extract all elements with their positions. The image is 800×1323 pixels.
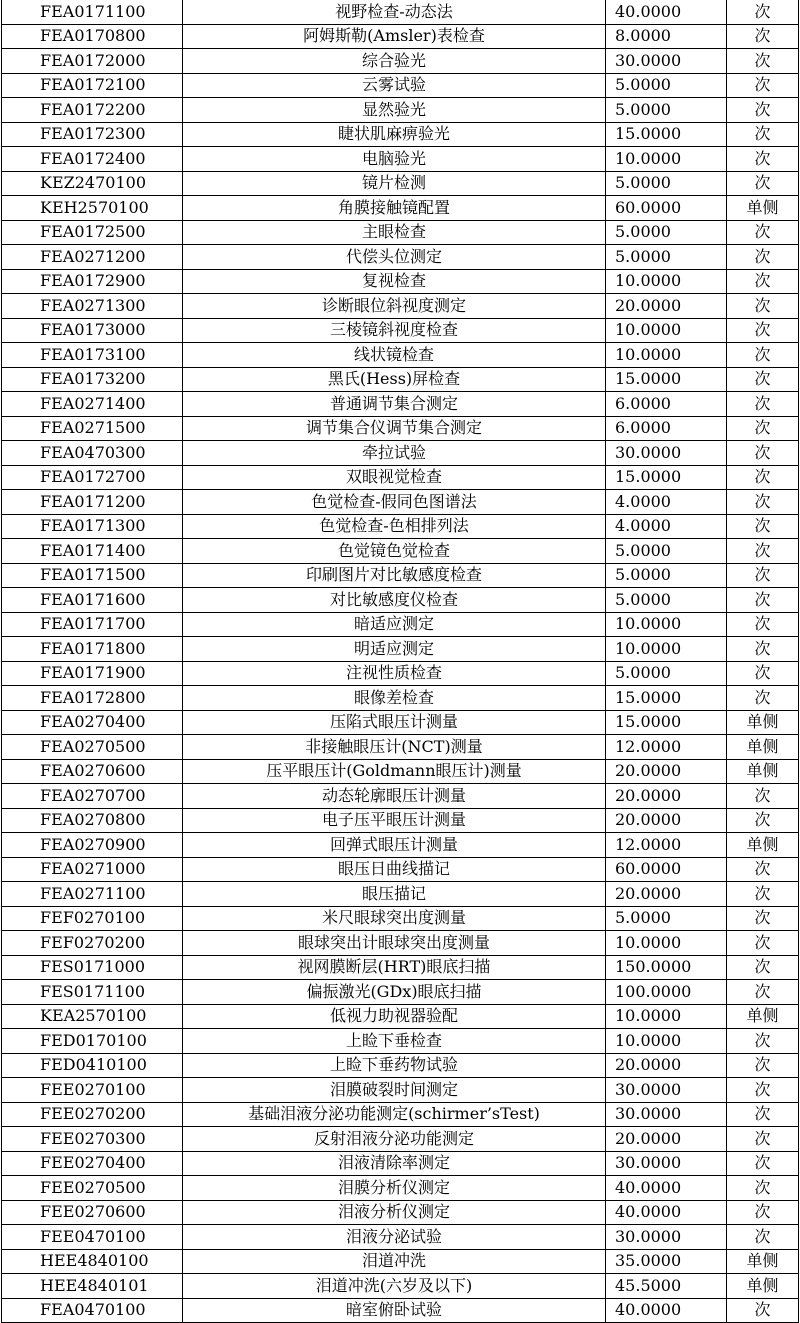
item-code-cell: FEA0270400 — [2, 710, 183, 735]
item-unit-cell: 次 — [727, 637, 799, 662]
item-price-cell: 15.0000 — [606, 122, 727, 147]
item-price-cell: 40.0000 — [606, 1176, 727, 1201]
item-code-cell: FEA0470300 — [2, 441, 183, 466]
table-row — [2, 0, 799, 24]
table-row — [2, 1274, 799, 1299]
item-code-cell: FEA0171500 — [2, 563, 183, 588]
item-name-cell: 诊断眼位斜视度测定 — [183, 294, 606, 319]
item-code-cell: FEA0270700 — [2, 784, 183, 809]
item-code-cell: FEA0172700 — [2, 465, 183, 490]
item-unit-cell: 次 — [727, 882, 799, 907]
item-code-cell: FEF0270100 — [2, 906, 183, 931]
table-row — [2, 441, 799, 466]
table-row — [2, 147, 799, 172]
table-row — [2, 1176, 799, 1201]
item-code-cell: FEA0171300 — [2, 514, 183, 539]
item-name-cell: 双眼视觉检查 — [183, 465, 606, 490]
item-price-cell: 5.0000 — [606, 661, 727, 686]
item-unit-cell: 次 — [727, 612, 799, 637]
item-unit-cell: 次 — [727, 490, 799, 515]
item-name-cell: 回弹式眼压计测量 — [183, 833, 606, 858]
item-unit-cell: 次 — [727, 245, 799, 270]
item-price-cell: 150.0000 — [606, 955, 727, 980]
item-price-cell: 30.0000 — [606, 1151, 727, 1176]
item-name-cell: 睫状肌麻痹验光 — [183, 122, 606, 147]
table-row — [2, 1029, 799, 1054]
item-price-cell: 15.0000 — [606, 710, 727, 735]
item-unit-cell: 次 — [727, 1102, 799, 1127]
table-row — [2, 1151, 799, 1176]
item-name-cell: 牵拉试验 — [183, 441, 606, 466]
item-unit-cell: 单侧 — [727, 759, 799, 784]
item-price-cell: 10.0000 — [606, 343, 727, 368]
item-name-cell: 上睑下垂药物试验 — [183, 1053, 606, 1078]
item-code-cell: FEA0271200 — [2, 245, 183, 270]
item-code-cell: FEA0171900 — [2, 661, 183, 686]
item-code-cell: FEE0270600 — [2, 1200, 183, 1225]
fee-table — [1, 0, 799, 1323]
item-price-cell: 10.0000 — [606, 318, 727, 343]
item-unit-cell: 次 — [727, 367, 799, 392]
table-row — [2, 563, 799, 588]
table-row — [2, 612, 799, 637]
item-code-cell: FEA0170800 — [2, 24, 183, 49]
item-price-cell: 60.0000 — [606, 196, 727, 221]
item-unit-cell: 次 — [727, 857, 799, 882]
item-code-cell: FEA0171400 — [2, 539, 183, 564]
item-unit-cell: 次 — [727, 1127, 799, 1152]
item-name-cell: 基础泪液分泌功能测定(schirmer’sTest) — [183, 1102, 606, 1127]
table-row — [2, 637, 799, 662]
table-row — [2, 1298, 799, 1323]
item-name-cell: 泪道冲洗 — [183, 1249, 606, 1274]
item-code-cell: FES0171100 — [2, 980, 183, 1005]
item-code-cell: FEA0172400 — [2, 147, 183, 172]
item-unit-cell: 次 — [727, 686, 799, 711]
item-code-cell: FEA0173200 — [2, 367, 183, 392]
item-unit-cell: 次 — [727, 220, 799, 245]
item-price-cell: 15.0000 — [606, 465, 727, 490]
item-name-cell: 综合验光 — [183, 49, 606, 74]
item-name-cell: 主眼检查 — [183, 220, 606, 245]
item-code-cell: FEA0171600 — [2, 588, 183, 613]
item-code-cell: FEA0270800 — [2, 808, 183, 833]
table-row — [2, 1078, 799, 1103]
table-row — [2, 1004, 799, 1029]
table-row — [2, 245, 799, 270]
table-row — [2, 808, 799, 833]
item-unit-cell: 次 — [727, 906, 799, 931]
item-code-cell: FEA0271100 — [2, 882, 183, 907]
item-code-cell: FEA0171800 — [2, 637, 183, 662]
item-name-cell: 低视力助视器验配 — [183, 1004, 606, 1029]
table-row — [2, 24, 799, 49]
item-price-cell: 6.0000 — [606, 416, 727, 441]
item-price-cell: 20.0000 — [606, 784, 727, 809]
item-name-cell: 眼压日曲线描记 — [183, 857, 606, 882]
item-code-cell: FEA0271300 — [2, 294, 183, 319]
item-code-cell: FEA0271400 — [2, 392, 183, 417]
item-code-cell: FEA0171200 — [2, 490, 183, 515]
table-row — [2, 220, 799, 245]
item-code-cell: FES0171000 — [2, 955, 183, 980]
item-price-cell: 60.0000 — [606, 857, 727, 882]
item-name-cell: 非接触眼压计(NCT)测量 — [183, 735, 606, 760]
item-unit-cell: 次 — [727, 98, 799, 123]
table-row — [2, 367, 799, 392]
item-price-cell: 5.0000 — [606, 563, 727, 588]
table-row — [2, 294, 799, 319]
table-row — [2, 857, 799, 882]
item-unit-cell: 次 — [727, 563, 799, 588]
table-row — [2, 1053, 799, 1078]
item-price-cell: 5.0000 — [606, 588, 727, 613]
item-name-cell: 动态轮廓眼压计测量 — [183, 784, 606, 809]
item-price-cell: 20.0000 — [606, 808, 727, 833]
item-code-cell: FEE0270400 — [2, 1151, 183, 1176]
table-row — [2, 392, 799, 417]
item-code-cell: FEA0271000 — [2, 857, 183, 882]
item-name-cell: 普通调节集合测定 — [183, 392, 606, 417]
table-row — [2, 1102, 799, 1127]
item-name-cell: 米尺眼球突出度测量 — [183, 906, 606, 931]
item-name-cell: 明适应测定 — [183, 637, 606, 662]
item-name-cell: 泪膜破裂时间测定 — [183, 1078, 606, 1103]
item-unit-cell: 次 — [727, 1053, 799, 1078]
item-name-cell: 印刷图片对比敏感度检查 — [183, 563, 606, 588]
item-price-cell: 35.0000 — [606, 1249, 727, 1274]
table-row — [2, 1249, 799, 1274]
item-price-cell: 30.0000 — [606, 441, 727, 466]
table-row — [2, 735, 799, 760]
item-name-cell: 注视性质检查 — [183, 661, 606, 686]
table-row — [2, 686, 799, 711]
item-name-cell: 三棱镜斜视度检查 — [183, 318, 606, 343]
item-unit-cell: 单侧 — [727, 196, 799, 221]
item-code-cell: FEE0470100 — [2, 1225, 183, 1250]
item-unit-cell: 次 — [727, 0, 799, 24]
item-code-cell: FEA0470100 — [2, 1298, 183, 1323]
item-price-cell: 30.0000 — [606, 1102, 727, 1127]
item-code-cell: FEA0172900 — [2, 269, 183, 294]
table-row — [2, 980, 799, 1005]
item-code-cell: FEA0171700 — [2, 612, 183, 637]
item-price-cell: 40.0000 — [606, 0, 727, 24]
item-unit-cell: 单侧 — [727, 1004, 799, 1029]
table-row — [2, 1127, 799, 1152]
table-row — [2, 465, 799, 490]
item-unit-cell: 单侧 — [727, 735, 799, 760]
item-price-cell: 15.0000 — [606, 367, 727, 392]
item-name-cell: 泪液分析仪测定 — [183, 1200, 606, 1225]
item-unit-cell: 次 — [727, 73, 799, 98]
item-name-cell: 眼像差检查 — [183, 686, 606, 711]
item-price-cell: 15.0000 — [606, 686, 727, 711]
item-unit-cell: 次 — [727, 1176, 799, 1201]
table-row — [2, 759, 799, 784]
table-row — [2, 416, 799, 441]
item-unit-cell: 次 — [727, 588, 799, 613]
table-row — [2, 931, 799, 956]
item-unit-cell: 次 — [727, 1298, 799, 1323]
fee-table-body — [2, 0, 799, 1323]
item-name-cell: 偏振激光(GDx)眼底扫描 — [183, 980, 606, 1005]
item-price-cell: 12.0000 — [606, 833, 727, 858]
item-unit-cell: 次 — [727, 294, 799, 319]
table-row — [2, 122, 799, 147]
item-name-cell: 对比敏感度仪检查 — [183, 588, 606, 613]
table-row — [2, 318, 799, 343]
item-code-cell: FED0410100 — [2, 1053, 183, 1078]
table-row — [2, 343, 799, 368]
item-name-cell: 显然验光 — [183, 98, 606, 123]
item-price-cell: 10.0000 — [606, 1004, 727, 1029]
item-unit-cell: 次 — [727, 122, 799, 147]
item-name-cell: 暗室俯卧试验 — [183, 1298, 606, 1323]
item-price-cell: 4.0000 — [606, 490, 727, 515]
item-name-cell: 色觉检查-色相排列法 — [183, 514, 606, 539]
item-price-cell: 40.0000 — [606, 1298, 727, 1323]
table-row — [2, 710, 799, 735]
item-price-cell: 10.0000 — [606, 931, 727, 956]
item-name-cell: 压平眼压计(Goldmann眼压计)测量 — [183, 759, 606, 784]
item-unit-cell: 单侧 — [727, 1274, 799, 1299]
item-name-cell: 反射泪液分泌功能测定 — [183, 1127, 606, 1152]
table-row — [2, 171, 799, 196]
item-price-cell: 10.0000 — [606, 147, 727, 172]
item-name-cell: 调节集合仪调节集合测定 — [183, 416, 606, 441]
table-row — [2, 906, 799, 931]
item-unit-cell: 次 — [727, 1200, 799, 1225]
item-price-cell: 45.5000 — [606, 1274, 727, 1299]
item-code-cell: HEE4840100 — [2, 1249, 183, 1274]
table-row — [2, 514, 799, 539]
item-code-cell: FEE0270300 — [2, 1127, 183, 1152]
table-row — [2, 882, 799, 907]
item-unit-cell: 次 — [727, 1151, 799, 1176]
item-price-cell: 30.0000 — [606, 1225, 727, 1250]
item-code-cell: FEA0172800 — [2, 686, 183, 711]
item-code-cell: FEA0172200 — [2, 98, 183, 123]
item-price-cell: 10.0000 — [606, 612, 727, 637]
item-price-cell: 20.0000 — [606, 759, 727, 784]
item-name-cell: 线状镜检查 — [183, 343, 606, 368]
item-price-cell: 40.0000 — [606, 1200, 727, 1225]
item-name-cell: 镜片检测 — [183, 171, 606, 196]
item-name-cell: 泪液清除率测定 — [183, 1151, 606, 1176]
item-unit-cell: 次 — [727, 441, 799, 466]
table-row — [2, 98, 799, 123]
item-price-cell: 20.0000 — [606, 294, 727, 319]
item-unit-cell: 次 — [727, 147, 799, 172]
item-name-cell: 复视检查 — [183, 269, 606, 294]
item-code-cell: FEE0270500 — [2, 1176, 183, 1201]
item-unit-cell: 次 — [727, 1029, 799, 1054]
item-unit-cell: 次 — [727, 49, 799, 74]
item-price-cell: 20.0000 — [606, 1127, 727, 1152]
item-price-cell: 30.0000 — [606, 49, 727, 74]
item-code-cell: FEA0171100 — [2, 0, 183, 24]
item-code-cell: FEA0172000 — [2, 49, 183, 74]
item-code-cell: FEA0270600 — [2, 759, 183, 784]
item-unit-cell: 次 — [727, 343, 799, 368]
item-unit-cell: 次 — [727, 784, 799, 809]
item-name-cell: 云雾试验 — [183, 73, 606, 98]
item-price-cell: 10.0000 — [606, 637, 727, 662]
item-code-cell: KEZ2470100 — [2, 171, 183, 196]
item-unit-cell: 次 — [727, 955, 799, 980]
item-unit-cell: 次 — [727, 392, 799, 417]
item-code-cell: FEA0173000 — [2, 318, 183, 343]
item-code-cell: FEA0270900 — [2, 833, 183, 858]
item-unit-cell: 单侧 — [727, 710, 799, 735]
item-code-cell: FEA0172300 — [2, 122, 183, 147]
item-unit-cell: 次 — [727, 269, 799, 294]
item-code-cell: FED0170100 — [2, 1029, 183, 1054]
item-price-cell: 5.0000 — [606, 220, 727, 245]
item-code-cell: FEA0271500 — [2, 416, 183, 441]
item-name-cell: 黑氏(Hess)屏检查 — [183, 367, 606, 392]
item-price-cell: 5.0000 — [606, 98, 727, 123]
table-row — [2, 661, 799, 686]
item-unit-cell: 次 — [727, 539, 799, 564]
table-row — [2, 49, 799, 74]
item-unit-cell: 单侧 — [727, 833, 799, 858]
item-unit-cell: 次 — [727, 931, 799, 956]
item-name-cell: 代偿头位测定 — [183, 245, 606, 270]
table-row — [2, 1225, 799, 1250]
item-unit-cell: 次 — [727, 24, 799, 49]
item-price-cell: 10.0000 — [606, 269, 727, 294]
item-name-cell: 视网膜断层(HRT)眼底扫描 — [183, 955, 606, 980]
item-price-cell: 8.0000 — [606, 24, 727, 49]
table-row — [2, 833, 799, 858]
item-name-cell: 压陷式眼压计测量 — [183, 710, 606, 735]
item-code-cell: KEA2570100 — [2, 1004, 183, 1029]
item-price-cell: 12.0000 — [606, 735, 727, 760]
item-code-cell: FEE0270200 — [2, 1102, 183, 1127]
table-row — [2, 784, 799, 809]
item-code-cell: FEF0270200 — [2, 931, 183, 956]
table-row — [2, 539, 799, 564]
item-code-cell: FEA0270500 — [2, 735, 183, 760]
item-price-cell: 5.0000 — [606, 73, 727, 98]
item-unit-cell: 次 — [727, 808, 799, 833]
item-name-cell: 眼球突出计眼球突出度测量 — [183, 931, 606, 956]
item-unit-cell: 次 — [727, 514, 799, 539]
item-unit-cell: 单侧 — [727, 1249, 799, 1274]
item-name-cell: 阿姆斯勒(Amsler)表检查 — [183, 24, 606, 49]
item-name-cell: 电子压平眼压计测量 — [183, 808, 606, 833]
item-name-cell: 色觉检查-假同色图谱法 — [183, 490, 606, 515]
item-unit-cell: 次 — [727, 661, 799, 686]
item-unit-cell: 次 — [727, 416, 799, 441]
item-name-cell: 电脑验光 — [183, 147, 606, 172]
table-row — [2, 490, 799, 515]
item-name-cell: 角膜接触镜配置 — [183, 196, 606, 221]
item-unit-cell: 次 — [727, 318, 799, 343]
item-unit-cell: 次 — [727, 465, 799, 490]
item-price-cell: 20.0000 — [606, 1053, 727, 1078]
item-price-cell: 20.0000 — [606, 882, 727, 907]
item-name-cell: 色觉镜色觉检查 — [183, 539, 606, 564]
item-price-cell: 5.0000 — [606, 906, 727, 931]
item-price-cell: 5.0000 — [606, 171, 727, 196]
item-name-cell: 上睑下垂检查 — [183, 1029, 606, 1054]
table-row — [2, 269, 799, 294]
table-row — [2, 73, 799, 98]
item-code-cell: KEH2570100 — [2, 196, 183, 221]
item-name-cell: 暗适应测定 — [183, 612, 606, 637]
item-price-cell: 5.0000 — [606, 539, 727, 564]
item-code-cell: FEA0172100 — [2, 73, 183, 98]
item-unit-cell: 次 — [727, 980, 799, 1005]
item-code-cell: FEA0172500 — [2, 220, 183, 245]
item-code-cell: HEE4840101 — [2, 1274, 183, 1299]
item-code-cell: FEA0173100 — [2, 343, 183, 368]
item-price-cell: 4.0000 — [606, 514, 727, 539]
item-price-cell: 10.0000 — [606, 1029, 727, 1054]
table-row — [2, 588, 799, 613]
item-name-cell: 泪膜分析仪测定 — [183, 1176, 606, 1201]
item-price-cell: 30.0000 — [606, 1078, 727, 1103]
item-name-cell: 泪道冲洗(六岁及以下) — [183, 1274, 606, 1299]
item-price-cell: 6.0000 — [606, 392, 727, 417]
item-price-cell: 100.0000 — [606, 980, 727, 1005]
item-unit-cell: 次 — [727, 1225, 799, 1250]
item-name-cell: 眼压描记 — [183, 882, 606, 907]
item-unit-cell: 次 — [727, 1078, 799, 1103]
item-code-cell: FEE0270100 — [2, 1078, 183, 1103]
item-unit-cell: 次 — [727, 171, 799, 196]
item-name-cell: 泪液分泌试验 — [183, 1225, 606, 1250]
item-price-cell: 5.0000 — [606, 245, 727, 270]
table-row — [2, 196, 799, 221]
table-row — [2, 1200, 799, 1225]
table-row — [2, 955, 799, 980]
item-name-cell: 视野检查-动态法 — [183, 0, 606, 24]
